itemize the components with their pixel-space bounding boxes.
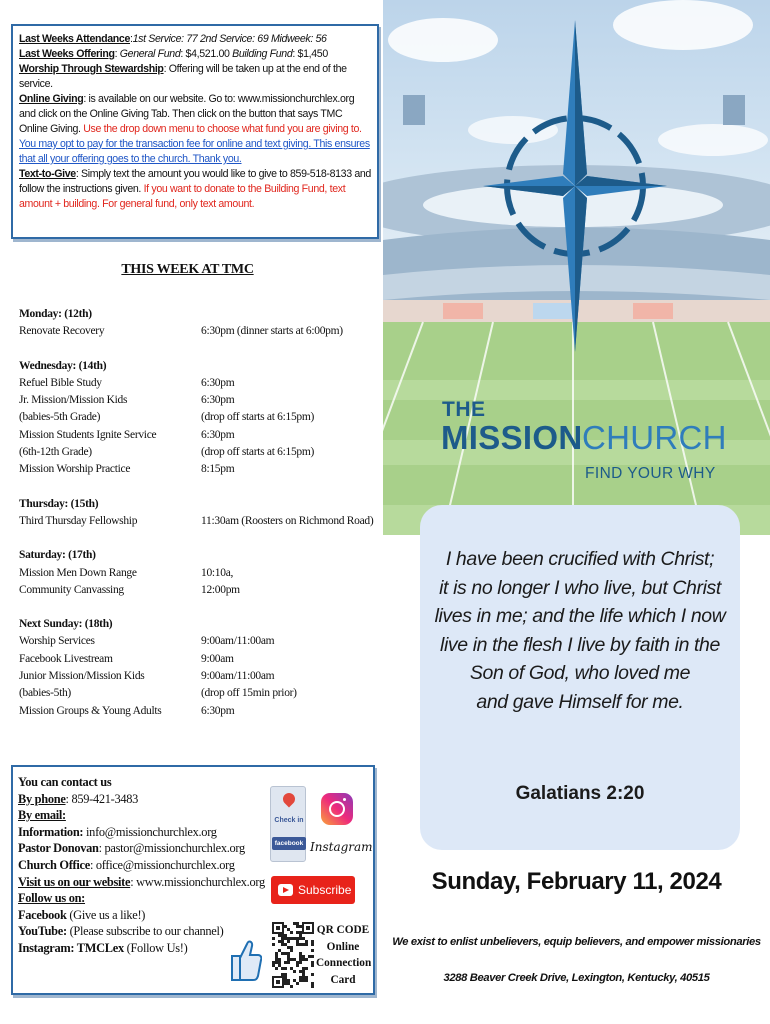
checkin-text: Check in [274, 817, 304, 824]
schedule-time: (drop off starts at 6:15pm) [201, 446, 315, 459]
website-label: Visit us on our website [18, 874, 131, 889]
schedule-day [19, 616, 379, 720]
schedule-time: 6:30pm [201, 704, 235, 717]
online-giving-paragraph [19, 92, 371, 167]
text-to-give-text: : Simply text the amount you would like to give to 859-518-8133 and follow the instructions given. [19, 168, 371, 195]
schedule-event: (babies-5th Grade) [19, 411, 101, 424]
checkin-facebook-text: facebook [272, 837, 306, 850]
schedule-event: Mission Worship Practice [19, 463, 131, 476]
info-email-label: Information: [18, 824, 84, 839]
schedule-event: (6th-12th Grade) [19, 446, 92, 459]
schedule-time: 9:00am [201, 652, 234, 665]
announcements-box [11, 24, 379, 239]
schedule-day [19, 358, 379, 479]
stewardship-label: Worship Through Stewardship [19, 63, 164, 75]
offering-general-value: : $4,521.00 [180, 48, 233, 60]
office-email-label: Church Office [18, 857, 90, 872]
schedule-event: Mission Groups & Young Adults [19, 704, 162, 717]
transaction-fee-link[interactable]: You may opt to pay for the transaction fee for online and text giving. This ensures that all your offering goes to the church. Thank you. [19, 138, 370, 165]
map-pin-icon [281, 791, 298, 808]
instagram-value: (Follow Us!) [123, 940, 188, 955]
facebook-value: (Give us a like!) [66, 907, 146, 922]
schedule-row [19, 513, 379, 530]
schedule-row [19, 651, 379, 668]
schedule-day-heading: Monday: (12th) [19, 308, 92, 320]
schedule-row [19, 375, 379, 392]
schedule-time: 6:30pm [201, 428, 235, 441]
schedule-event: Refuel Bible Study [19, 376, 102, 389]
verse-text [420, 545, 740, 716]
qr-label-line: Connection [316, 957, 372, 970]
verse-line: I have been crucified with Christ; [445, 548, 715, 570]
phone-value[interactable]: : 859-421-3483 [65, 791, 139, 806]
schedule-day [19, 496, 379, 531]
verse-reference: Galatians 2:20 [515, 783, 645, 804]
week-title: THIS WEEK AT TMC [121, 262, 254, 277]
pastor-email-label: Pastor Donovan [18, 841, 99, 856]
subscribe-label: Subscribe [298, 883, 352, 897]
schedule-row [19, 633, 379, 650]
schedule-day [19, 306, 379, 341]
schedule-day [19, 547, 379, 599]
schedule-row [19, 565, 379, 582]
instagram-wordmark: Instagram [310, 840, 373, 854]
schedule-time: 10:10a, [201, 566, 234, 579]
online-giving-label: Online Giving [19, 93, 84, 105]
schedule-event: Third Thursday Fellowship [19, 514, 138, 527]
schedule-row [19, 685, 379, 702]
schedule-event: Facebook Livestream [19, 652, 113, 665]
schedule-day-heading: Wednesday: (14th) [19, 359, 107, 372]
verse-line: Son of God, who loved me [469, 662, 691, 684]
youtube-value: (Please subscribe to our channel) [66, 924, 224, 939]
schedule-day-heading: Next Sunday: (18th) [19, 618, 113, 631]
schedule-time: 6:30pm (dinner starts at 6:00pm) [201, 325, 343, 338]
schedule-event: Jr. Mission/Mission Kids [19, 394, 128, 407]
stewardship-line [19, 62, 371, 92]
phone-label: By phone [18, 791, 66, 806]
logo-mission: MISSION [441, 419, 583, 456]
stewardship-text: : Offering will be taken up at the end of the service. [19, 63, 347, 90]
youtube-play-icon [278, 884, 293, 896]
office-email-value[interactable]: : office@missionchurchlex.org [89, 857, 235, 872]
verse-line: lives in me; and the life which I now [434, 605, 726, 627]
qr-label-line: Card [330, 973, 356, 986]
offering-line: Last Weeks Offering: General Fund: $4,521.00 Building Fund: $1,450 [19, 48, 328, 60]
website-value[interactable]: : www.missionchurchlex.org [130, 874, 265, 889]
schedule-row [19, 427, 379, 444]
qr-code-image[interactable] [272, 921, 314, 989]
schedule-event: Junior Mission/Mission Kids [19, 670, 145, 683]
online-giving-fund-note: Use the drop down menu to choose what fund you are giving to. [83, 123, 362, 135]
text-to-give-paragraph [19, 167, 371, 212]
logo-church: CHURCH [582, 419, 727, 456]
schedule-time: 12:00pm [201, 583, 240, 596]
facebook-checkin-icon[interactable] [270, 786, 306, 862]
offering-general-label: General Fund [119, 48, 181, 60]
logo-the: THE [442, 398, 486, 421]
schedule-row [19, 582, 379, 599]
offering-label: Last Weeks Offering [19, 48, 115, 60]
schedule-row [19, 703, 379, 720]
verse-line: and gave Himself for me. [476, 690, 684, 713]
schedule-event: Worship Services [19, 635, 95, 648]
schedule-row [19, 409, 379, 426]
follow-label: Follow us on: [18, 891, 86, 906]
instagram-label: Instagram: [18, 940, 75, 955]
schedule-time: 9:00am/11:00am [201, 670, 275, 683]
info-email-value[interactable]: info@missionchurchlex.org [83, 824, 217, 839]
qr-label-line: QR CODE [316, 924, 370, 936]
schedule-day-heading: Saturday: (17th) [19, 549, 96, 562]
text-to-give-building-note: If you want to donate to the Building Fund, text amount + building. For general fund, only text amount. [19, 183, 346, 210]
attendance-label: Last Weeks Attendance [19, 33, 130, 45]
logo-tagline: FIND YOUR WHY [585, 465, 716, 482]
schedule-event: Renovate Recovery [19, 325, 105, 338]
schedule-day-heading: Thursday: (15th) [19, 497, 99, 510]
attendance-line: Last Weeks Attendance:1st Service: 77 2nd Service: 69 Midweek: 56 [19, 33, 327, 45]
schedule-time: 9:00am/11:00am [201, 635, 275, 648]
schedule-time: 11:30am (Roosters on Richmond Road) [201, 514, 374, 527]
week-schedule [19, 306, 379, 737]
online-giving-text: : is available on our website. Go to: www.missionchurchlex.org and click on the Online Giving Tab. Then click on the button that says TMC Online Giving. [19, 93, 355, 135]
mission-statement: We exist to enlist unbelievers, equip believers, and empower missionaries [392, 936, 761, 948]
youtube-label: YouTube: [18, 924, 67, 939]
attendance-text: 1st Service: 77 2nd Service: 69 Midweek: 56 [132, 33, 327, 45]
email-label: By email: [18, 808, 66, 823]
verse-line: it is no longer I who live, but Christ [439, 576, 721, 599]
offering-building-value: : $1,450 [292, 48, 328, 60]
schedule-row [19, 668, 379, 685]
verse-line: live in the flesh I live by faith in the [440, 633, 720, 656]
church-address: 3288 Beaver Creek Drive, Lexington, Kentucky, 40515 [443, 972, 710, 984]
youtube-subscribe-button[interactable] [271, 876, 355, 904]
schedule-row [19, 461, 379, 478]
schedule-row [19, 444, 379, 461]
contact-heading: You can contact us [18, 775, 112, 789]
schedule-time: (drop off 15min prior) [201, 687, 297, 700]
thumbs-up-icon [228, 928, 262, 986]
qr-code-label [316, 922, 370, 988]
schedule-time: (drop off starts at 6:15pm) [201, 411, 315, 424]
bulletin-date: Sunday, February 11, 2024 [431, 868, 722, 895]
schedule-time: 6:30pm [201, 394, 235, 407]
facebook-label: Facebook [18, 907, 67, 922]
offering-building-label: Building Fund [232, 48, 293, 60]
schedule-time: 8:15pm [201, 463, 235, 476]
instagram-icon[interactable] [321, 793, 353, 825]
schedule-row [19, 392, 379, 409]
qr-label-line: Online [326, 940, 360, 953]
schedule-event: Mission Men Down Range [19, 566, 137, 579]
schedule-time: 6:30pm [201, 376, 235, 389]
schedule-event: Community Canvassing [19, 583, 124, 596]
schedule-event: Mission Students Ignite Service [19, 428, 157, 441]
schedule-event: (babies-5th) [19, 687, 71, 700]
schedule-row [19, 323, 379, 340]
pastor-email-value[interactable]: : pastor@missionchurchlex.org [98, 841, 245, 856]
text-to-give-label: Text-to-Give [19, 168, 76, 180]
instagram-handle[interactable]: TMCLex [74, 940, 124, 955]
